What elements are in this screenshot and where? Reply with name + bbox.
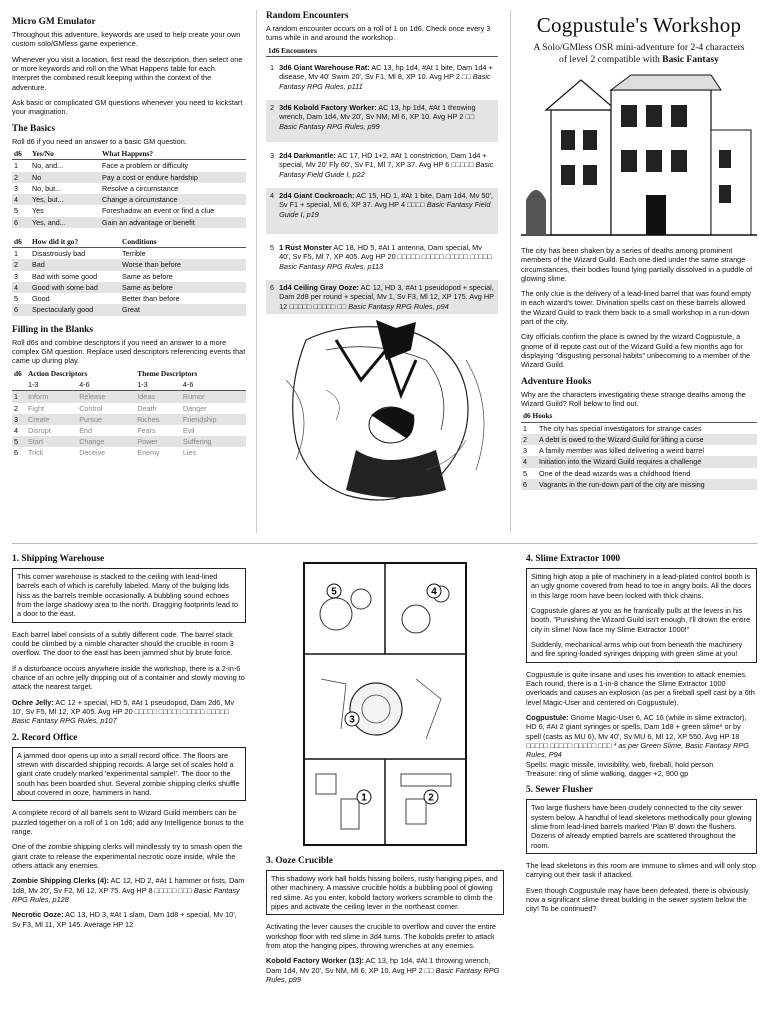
table-row: 6 Spectacularly good Great xyxy=(12,304,246,315)
hooks-heading: Adventure Hooks xyxy=(521,376,592,387)
table-row: 3 A family member was killed delivering a weird barrel xyxy=(523,446,704,456)
table-header: d6 xyxy=(14,368,22,378)
shipping-heading: 1. Shipping Warehouse xyxy=(12,554,105,564)
descriptors-table: d6 Action Descriptors Theme Descriptors 1-3 4-6 1-3 4-6 1 Inform Release Ideas Rumor 2 Fight Control Death Danger 3 Create Pursue Riches Friendship 4 Disrupt End Fears Evil 5 Start Change Power Suffering 6 Trick Deceive Enemy Lies xyxy=(12,368,246,459)
ooze-heading: 3. Ooze Crucible xyxy=(266,856,333,866)
encounter-4: 4 2d4 Giant Cockroach: AC 15, HD 1, #At 1 bite, Dam 1d4, Mv 50', Sv F1 + special, Ml 6, XP 37. Avg HP 4 □□□□ Basic Fantasy Field Guide I, p19 xyxy=(266,188,498,234)
record-p1: A complete record of all barrels sent to Wizard Guild members can be puzzled together on a roll of 1 on 1d6; add any Intelligence bonus to the range. xyxy=(12,808,244,836)
random-encounters-heading: Random Encounters xyxy=(266,11,349,21)
table-header: How did it go? xyxy=(30,236,120,248)
micro-gm-p1: Throughout this adventure, keywords are used to help create your own custom solo/GMless game experience. xyxy=(12,30,241,49)
map-label-4: 4 xyxy=(431,586,437,598)
table-row: 4 Yes, but... Change a circumstance xyxy=(12,194,246,205)
workshop-p1: The city has been shaken by a series of deaths among prominent members of the Wizard Guild. Each one died under the same strange circumstances, their bodies found lying partially dissolved in a puddle of glowing slime. xyxy=(521,245,753,283)
random-intro: A random encounter occurs on a roll of 1 on 1d6. Check once every 3 turns while in and around the workshop. xyxy=(266,24,491,43)
zombie-stats: Zombie Shipping Clerks (4): AC 12, HD 2, #At 1 hammer or fists, Dam 1d8, Mv 20', Sv F2, Ml 12, XP 75. Avg HP 8 □□□□□ □□□ Basic Fantasy RPG Rules, p128 xyxy=(12,876,245,904)
table-row: 2 Bad Worse than before xyxy=(12,259,246,270)
column-right-bottom xyxy=(526,553,757,920)
table-header: d6 xyxy=(12,148,30,160)
sewer-heading: 5. Sewer Flusher xyxy=(526,785,593,796)
table-header: What Happens? xyxy=(100,148,246,160)
table-row: 1 Inform Release Ideas Rumor xyxy=(12,391,246,403)
record-heading: 2. Record Office xyxy=(12,732,78,743)
table-row: 4 Disrupt End Fears Evil xyxy=(14,425,195,435)
micro-gm-p2: Whenever you visit a location, first read the description, then select one or more keywords and roll on the What Happens table for each. Interpret the combined result keeping within the context of the adventure. xyxy=(12,54,243,92)
table-header: Yes/No xyxy=(30,148,100,160)
hooks-table-header: d6 Hooks xyxy=(521,410,757,422)
cogpustule-stats: Cogpustule: Gnome Magic-User 6, AC 16 (while in slime extractor), HD 6, #At 2 giant syringes or spells, Dam 1d8 + green slime* or by spell (casts as MU 6), Mv 40', Sv MU 6, Ml 12, XP 550. Avg HP 18 □□□□□ □□□□□ □□□□□ □□□ * as per Green Slime, Basic Fantasy RPG Rules, P94 xyxy=(526,712,749,760)
hooks-intro: Why are the characters investigating these strange deaths among the Wizard Guild? Roll below to find out. xyxy=(521,389,746,409)
column-left-bottom xyxy=(12,553,246,935)
encounters-table-header: 1d6 Encounters xyxy=(266,45,498,57)
slime-heading: 4. Slime Extractor 1000 xyxy=(526,554,621,564)
table-header: Theme Descriptors xyxy=(137,368,198,378)
table-header: Conditions xyxy=(120,236,246,248)
table-row: 5 One of the dead wizards was a childhood friend xyxy=(523,468,691,478)
record-readaloud: A jammed door opens up into a small record office. The floors are strewn with discarded shipping records. A large set of scales hold a giant crate crudely marked 'experimental sample!'. The door to the south has been boarded shut. Several zombie shipping clerks shuffle about covered in ooze, hammers in hand. xyxy=(12,747,246,802)
ooze-p1: Activating the lever causes the crucible to overflow and cover the entire workshop floor with red slime in 3d4 turns. The kobolds prefer to attack from atop the hanging pipes, throwing wrenches at any enemies. xyxy=(266,922,496,950)
column-middle-top xyxy=(266,10,498,516)
table-row: 3 Create Pursue Riches Friendship xyxy=(12,414,246,425)
filling-intro: Roll d6s and combine descriptors if you need an answer to a more complex GM question. Replace used descriptors referencing events that came up during play. xyxy=(12,337,246,366)
table-row: 5 Start Change Power Suffering xyxy=(12,436,246,447)
micro-gm-p3: Ask basic or complicated GM questions whenever you need to kickstart your imagination. xyxy=(12,98,243,117)
table-header: Action Descriptors xyxy=(28,368,88,378)
table-row: 1 Disastrously bad Terrible xyxy=(14,249,146,259)
encounter-2: 2 3d6 Kobold Factory Worker: AC 13, hp 1d4, #At 1 throwing wrench, Dam 1d4, Mv 20', Sv NM, Ml 6, XP 10. Avg HP 2 □□ Basic Fantasy RPG Rules, p99 xyxy=(266,100,498,142)
table-header: d6 xyxy=(12,236,30,248)
encounter-6: 6 1d4 Ceiling Gray Ooze: AC 12, HD 3, #At 1 pseudopod + special, Dam 2d8 per round + special, Mv 1, Sv F3, Ml 12, XP 175. Avg HP 12 □□□□□ □□□□□ □□ Basic Fantasy RPG Rules, p94 xyxy=(266,280,498,314)
map-label-5: 5 xyxy=(331,586,337,598)
basics-intro: Roll d6 if you need an answer to a basic GM question. xyxy=(12,136,187,146)
adventure-title: Cogpustule's Workshop xyxy=(536,13,742,37)
adventure-subtitle: A Solo/GMless OSR mini-adventure for 2-4 characters of level 2 compatible with Basic Fantasy xyxy=(533,41,745,65)
shipping-p2: If a disturbance occurs anywhere inside the workshop, there is a 2-in-6 chance of an ochre jelly dripping out of a container and slowly moving to attack the nearest target. xyxy=(12,663,245,692)
workshop-p2: The only clue is the delivery of a lead-lined barrel that was found empty in each wizard's tower. Divination spells cast on these barrels allowed the Wizard Guild to track them back to a small workshop in a run-down part of the city. xyxy=(521,289,751,327)
table-row: 1 No, and... Face a problem or difficulty xyxy=(14,161,189,171)
table-row: 6 Trick Deceive Enemy Lies xyxy=(14,448,197,458)
record-p2: One of the zombie shipping clerks will mindlessly try to smash open the giant crate to release the experimental necrotic ooze inside, while the others attack any enemies. xyxy=(12,842,243,870)
sewer-readaloud: Two large flushers have been crudely connected to the city sewer system below. A handful of lead skeletons methodically pour glowing slime from lead-lined barrels marked 'Plan B' down the flushers. Dozens of already emptied barrels are scattered throughout the room. xyxy=(526,799,757,854)
map-label-3: 3 xyxy=(349,714,355,726)
encounter-5: 5 1 Rust Monster AC 18, HD 5, #At 1 antenna, Dam special, Mv 40', Sv F5, Ml 7, XP 405. Avg HP 20 □□□□□ □□□□□ □□□□□ □□□□□ Basic Fantasy RPG Rules, p113 xyxy=(270,242,492,271)
table-row: 3 No, but... Resolve a circumstance xyxy=(14,183,179,193)
table-row: 3 Bad with some good Same as before xyxy=(14,271,173,281)
basics-heading: The Basics xyxy=(12,123,55,134)
column-right-top xyxy=(521,10,757,498)
table-row: 1 The city has special investigators for strange cases xyxy=(523,423,702,433)
kobold-stats: Kobold Factory Worker (13): AC 13, hp 1d4, #At 1 throwing wrench, Dam 1d4, Mv 20', Sv NM, Ml 6, XP 10. Avg HP 2 □□ Basic Fantasy RPG Rules, p99 xyxy=(266,956,500,984)
wizard-ooze-illustration xyxy=(266,320,498,510)
table-row: 6 Vagrants in the run-down part of the city are missing xyxy=(521,479,757,490)
shipping-p1: Each barrel label consists of a subtly different code. The barrel stack could be climbed by a nimble character should the crucible in room 3 overflow. The door to the east has been jammed shut by brute force. xyxy=(12,629,234,658)
micro-gm-heading: Micro GM Emulator xyxy=(12,17,96,27)
hooks-table xyxy=(521,423,757,490)
table-row: 5 Yes Foreshadow an event or find a clue xyxy=(14,206,215,216)
cogpustule-treasure: Treasure: ring of slime walking, dagger +2, 900 gp xyxy=(526,768,689,778)
sewer-p2: Even though Cogpustule may have been defeated, there is obviously now a significant slime threat building in the sewer system below the city! To be continued? xyxy=(526,885,749,914)
table-row: 6 Yes, and... Gain an advantage or benefit xyxy=(12,217,246,228)
encounter-3: 3 2d4 Darkmantle: AC 17, HD 1+2, #At 1 constriction, Dam 1d4 + special, Mv 20' Fly 60', Sv F1, Ml 7, XP 37. Avg HP 6 □□□□□ Basic Fantasy Field Guide I, p22 xyxy=(270,151,494,179)
column-middle-bottom xyxy=(266,553,504,990)
column-left-top xyxy=(12,10,246,467)
table-row: 5 Good Better than before xyxy=(14,294,180,304)
filling-heading: Filling in the Blanks xyxy=(12,324,94,335)
table-row: 4 Initiation into the Wizard Guild requires a challenge xyxy=(521,456,757,467)
workshop-illustration xyxy=(521,70,757,240)
table-row: 2 Fight Control Death Danger xyxy=(14,403,207,413)
how-table xyxy=(12,236,246,316)
map-label-2: 2 xyxy=(428,792,434,804)
table-row: 2 A debt is owed to the Wizard Guild for lifting a curse xyxy=(521,434,757,445)
sewer-p1: The lead skeletons in this room are immune to slimes and will only stop carrying out their task if attacked. xyxy=(526,860,756,880)
workshop-p3: City officials confirm the place is owned by the wizard Cogpustule, a gnome of ill repute cast out of the Wizard Guild a few months ago for displaying "disgusting personal habits" unbecoming to a member of the Wizard Guild. xyxy=(521,332,751,370)
table-row: 4 Good with some bad Same as before xyxy=(12,282,246,293)
table-row: 2 No Pay a cost or endure hardship xyxy=(12,172,246,183)
workshop-map xyxy=(266,559,504,849)
shipping-readaloud: This corner warehouse is stacked to the ceiling with lead-lined barrels each of which is carefully labeled. Many of the bulging lids hiss as the barrels tremble occasionally. A bubbling sound echoes from the large shadowy area to the north. Dragging footprints lead to a door to the east. xyxy=(12,568,246,623)
slime-p1: Cogpustule is quite insane and uses his invention to attack enemies. Each round, there is a 1-in-8 chance the Slime Extractor 1000 overloads and causes an explosion (as per a fireball spell cast by a 6th level Magic-User and centered on Cogpustule). xyxy=(526,669,755,707)
ochre-jelly-stats: Ochre Jelly: AC 12 + special, HD 5, #At 1 pseudopod, Dam 2d6, Mv 10', Sv F5, Ml 12, XP 405. Avg HP 20 □□□□□ □□□□□ □□□□□ □□□□□ Basic Fantasy RPG Rules, p107 xyxy=(12,697,235,726)
necrotic-ooze-stats: Necrotic Ooze: AC 13, HD 3, #At 1 slam, Dam 1d8 + special, Mv 10', Sv F3, Ml 11, XP 145. Average HP 12 xyxy=(12,910,237,929)
cogpustule-spells: Spells: magic missile, invisibility, web, fireball, hold person xyxy=(526,759,714,769)
slime-readaloud: Sitting high atop a pile of machinery in a lead-plated control booth is an ugly gnome covered from head to toe in angry boils. All the doors in this large room have been locked with thick chains. Cogpustule glares at you as he frantically pulls at the levers in his booth. "Punishing the Wizard Guild isn't enough, I'll drown the entire city in slime! Now face my Slime Extractor 1000!" Suddenly, mechanical arms whip out from beneath the machinery and fire spring-loaded syringes dripping with green slime at you! xyxy=(526,568,757,663)
basics-table xyxy=(12,148,246,228)
map-label-1: 1 xyxy=(361,792,367,804)
encounter-1: 1 3d6 Giant Warehouse Rat: AC 13, hp 1d4, #At 1 bite, Dam 1d4 + disease, Mv 40' Swim 20', Sv F1, Ml 8, XP 10. Avg HP 2 □□ Basic Fantasy RPG Rules, p111 xyxy=(270,63,493,91)
ooze-readaloud: This shadowy work hall holds hissing boilers, rusty hanging pipes, and other machinery. A massive crucible holds a bubbling pool of glowing red slime. As you enter, kobold factory workers scramble to climb the pipes and activate the ceiling lever in the northeast corner. xyxy=(266,870,504,915)
